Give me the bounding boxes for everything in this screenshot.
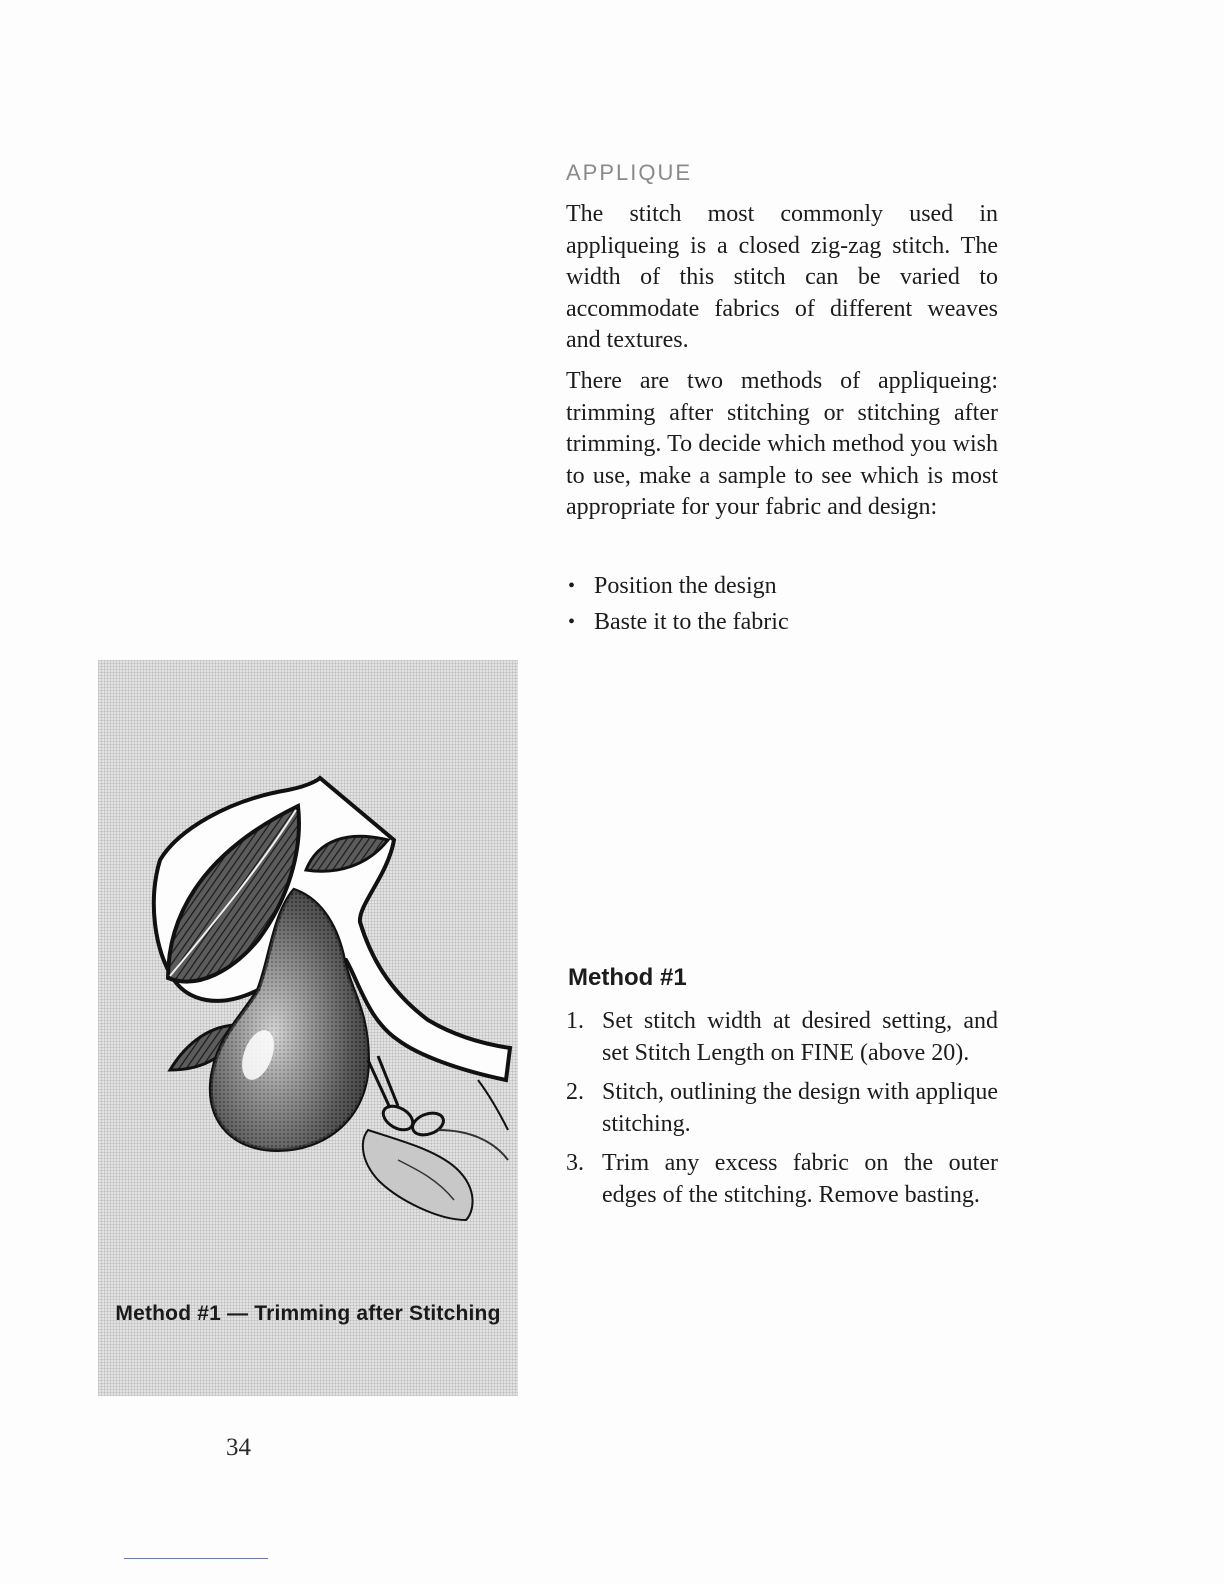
methods-paragraph: There are two methods of appliqueing: trimming after stitching or stitching after trimming. To decide which method you wish to use, make a sample to see which is most appropriate for your fabric and design: xyxy=(566,368,998,520)
page-number: 34 xyxy=(226,1434,251,1461)
list-item: • Baste it to the fabric xyxy=(566,604,998,640)
section-heading: APPLIQUE xyxy=(566,160,693,185)
step-text: Trim any excess fabric on the outer edges of the stitching. Remove basting. xyxy=(602,1150,998,1208)
list-item xyxy=(566,1006,998,1069)
step-text: Set stitch width at desired setting, and set Stitch Length on FINE (above 20). xyxy=(602,1008,998,1066)
step-text: Stitch, outlining the design with applique stitching. xyxy=(602,1079,998,1137)
step-number: 2. xyxy=(566,1079,584,1105)
preparation-list xyxy=(566,568,998,640)
pear-applique-icon xyxy=(98,660,518,1396)
intro-paragraph: The stitch most commonly used in appliqueing is a closed zig-zag stitch. The width of this stitch can be varied to accommodate fabrics of different weaves and textures. xyxy=(566,201,998,353)
step-number: 3. xyxy=(566,1150,584,1176)
footer-divider xyxy=(124,1558,268,1559)
list-item xyxy=(566,1077,998,1140)
method-heading: Method #1 xyxy=(568,964,687,991)
figure-caption: Method #1 — Trimming after Stitching xyxy=(115,1302,501,1325)
list-item: • Position the design xyxy=(566,568,998,604)
applique-figure xyxy=(98,660,518,1396)
step-number: 1. xyxy=(566,1008,584,1034)
list-item xyxy=(566,1148,998,1211)
method-steps xyxy=(566,1006,998,1219)
